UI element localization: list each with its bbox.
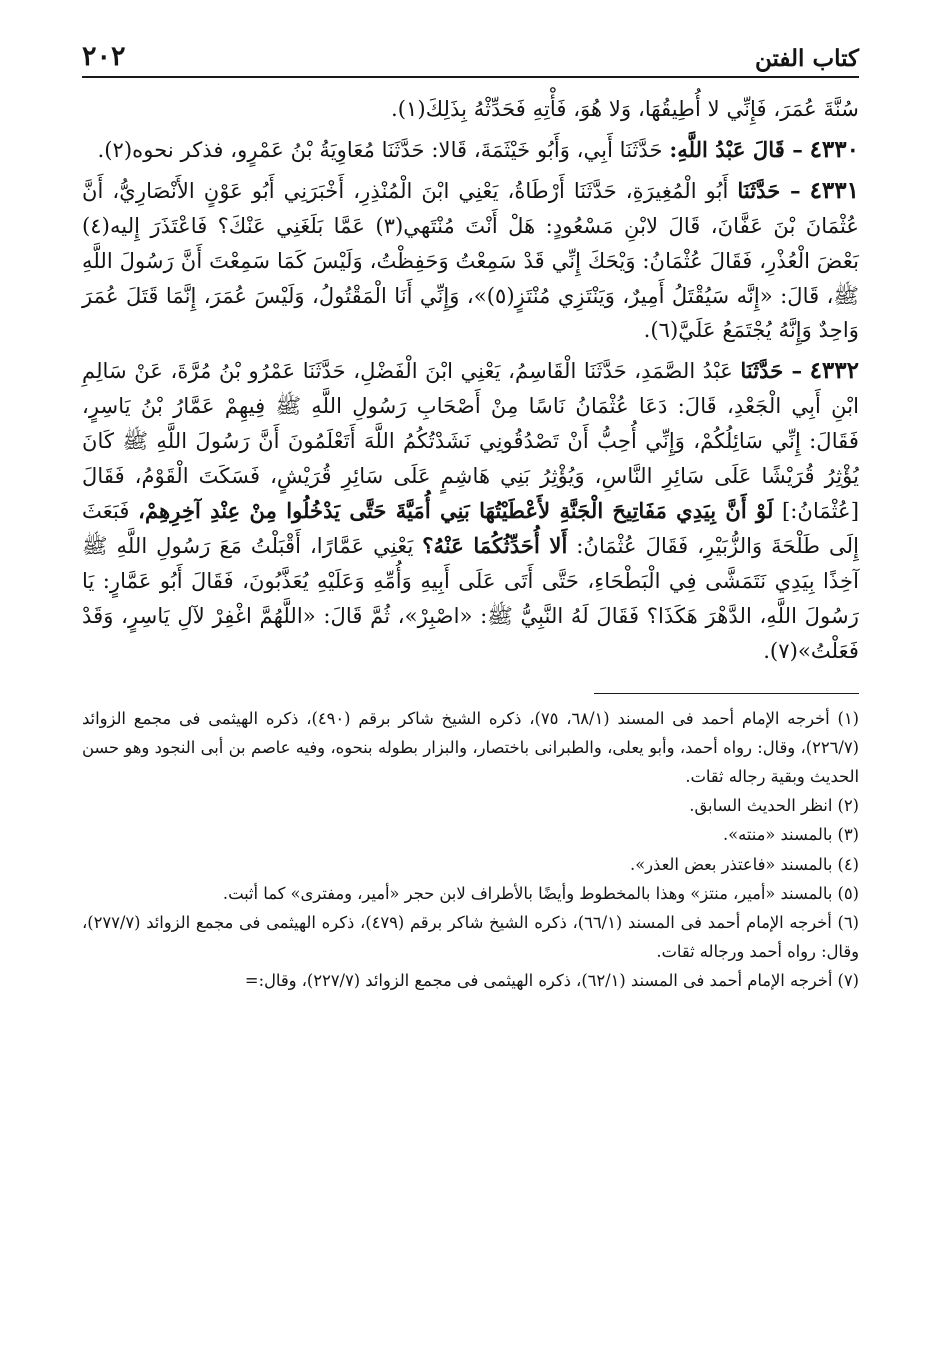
hadith-text-bold2: أَلا أُحَدِّثُكُمَا عَنْهُ؟ — [422, 532, 568, 558]
hadith-4331: ٤٣٣١ – حَدَّثَنَا أَبُو الْمُغِيرَةِ، حَدَّثَنَا أَرْطَاةُ، يَعْنِي ابْنَ الْمُنْذِرِ، أَخْبَرَنِي أَبُو عَوْنٍ الأَنْصَارِيُّ، أَنَّ عُثْمَانَ بْنَ عَفَّانَ، قَالَ لابْنِ مَسْعُودٍ: هَلْ أَنْتَ مُنْتَهي(٣) عَمَّا بَلَغَنِي عَنْكَ؟ فَاعْتَذَرَ إِليه(٤) بَعْضَ الْعُذْرِ، فَقَالَ عُثْمَانُ: وَيْحَكَ إِنِّي قَدْ سَمِعْتُ وَحَفِظْتُ، وَلَيْسَ كَمَا سَمِعْتَ أَنَّ رَسُولَ اللَّهِ ﷺ، قَالَ: «إِنَّه سَيُقْتَلُ أَمِيرٌ، وَيَنْتَزِي مُنْتَزٍ(٥)»، وَإِنِّي أَنَا الْمَقْتُولُ، وَلَيْسَ عُمَرَ، إِنَّمَا قَتَلَ عُمَرَ وَاحِدٌ وَإِنَّهُ يُجْتَمَعُ عَلَيَّ(٦). — [82, 176, 859, 343]
footnote-1: (١) أخرجه الإمام أحمد فى المسند (٦٨/١، ٧٥)، ذكره الشيخ شاكر برقم (٤٩٠)، ذكره الهيثمى فى مجمع الزوائد (٢٢٦/٧)، وقال: رواه أحمد، وأبو يعلى، والطبرانى باختصار، والبزار بطوله بنحوه، وفيه عاصم بن أبى النجود وهو حسن الحديث وبقية رجاله ثقات. — [82, 708, 859, 786]
hadith-number: ٤٣٣١ — [809, 176, 859, 204]
main-text — [82, 92, 859, 669]
continuation-text: سُنَّةَ عُمَرَ، فَإِنِّي لا أُطِيقُهَا، وَلا هُوَ، فَأْتِهِ فَحَدِّثْهُ بِذَلِكَ(١). — [391, 96, 859, 121]
hadith-number: ٤٣٣٠ — [809, 135, 859, 163]
hadith-text: أَبُو الْمُغِيرَةِ، حَدَّثَنَا أَرْطَاةُ، يَعْنِي ابْنَ الْمُنْذِرِ، أَخْبَرَنِي أَبُو عَوْنٍ الأَنْصَارِيُّ، أَنَّ عُثْمَانَ بْنَ عَفَّانَ، قَالَ لابْنِ مَسْعُودٍ: هَلْ أَنْتَ مُنْتَهي(٣) عَمَّا بَلَغَنِي عَنْكَ؟ فَاعْتَذَرَ إِليه(٤) بَعْضَ الْعُذْرِ، فَقَالَ عُثْمَانُ: وَيْحَكَ إِنِّي قَدْ سَمِعْتُ وَحَفِظْتُ، وَلَيْسَ كَمَا سَمِعْتَ أَنَّ رَسُولَ اللَّهِ ﷺ، قَالَ: «إِنَّه سَيُقْتَلُ أَمِيرٌ، وَيَنْتَزِي مُنْتَزٍ(٥)»، وَإِنِّي أَنَا الْمَقْتُولُ، وَلَيْسَ عُمَرَ، إِنَّمَا قَتَلَ عُمَرَ وَاحِدٌ وَإِنَّهُ يُجْتَمَعُ عَلَيَّ(٦). — [82, 177, 859, 343]
paragraph-continuation — [82, 92, 859, 127]
footnote-5: (٥) بالمسند «أمير، منتز» وهذا بالمخطوط وأيضًا بالأطراف لابن حجر «أمير، ومفترى» كما أثبت. — [222, 883, 859, 903]
footnote-2: (٢) انظر الحديث السابق. — [689, 796, 859, 816]
hadith-text-bold: لَوْ أَنَّ بِيَدِي مَفَاتِيحَ الْجَنَّةِ لأَعْطَيْتُهَا بَنِي أُمَيَّةَ حَتَّى يَدْخُلُوا مِنْ عِنْدِ آخِرِهِمْ، — [138, 497, 774, 523]
hadith-number: ٤٣٣٢ — [809, 357, 859, 385]
hadith-text-b: فَبَعَثَ إِلَى طَلْحَةَ وَالزُّبَيْرِ، فَقَالَ عُثْمَانُ: — [82, 497, 859, 558]
footnotes — [82, 704, 859, 996]
hadith-text-c: يَعْنِي عَمَّارًا، أَقْبَلْتُ مَعَ رَسُولِ اللَّهِ ﷺ آخِذًا بِيَدِي نَتَمَشَّى فِي الْبَطْحَاءِ، حَتَّى أَتَى عَلَى أَبِيهِ وَأُمِّهِ وَعَلَيْهِ يُعَذَّبُونَ، فَقَالَ أَبُو عَمَّارٍ: يَا رَسُولَ اللَّهِ، الدَّهْرَ هَكَذَا؟ فَقَالَ لَهُ النَّبِيُّ ﷺ: «اصْبِرْ»، ثُمَّ قَالَ: «اللَّهُمَّ اغْفِرْ لآلِ يَاسِرٍ، وَقَدْ فَعَلْتُ»(٧). — [82, 532, 859, 663]
hadith-text: حَدَّثَنَا أَبِي، وَأَبُو خَيْثَمَةَ، قَالا: حَدَّثَنَا مُعَاوِيَةُ بْنُ عَمْرٍو، فذكر نحوه(٢). — [97, 136, 663, 162]
footnote-4: (٤) بالمسند «فاعتذر بعض العذر». — [630, 854, 859, 874]
footnote-3: (٣) بالمسند «منته». — [722, 825, 859, 845]
book-page — [82, 34, 859, 1334]
footnote-7: (٧) أخرجه الإمام أحمد فى المسند (٦٢/١)، ذكره الهيثمى فى مجمع الزوائد (٢٢٧/٧)، وقال:= — [244, 971, 859, 991]
page-number: ٢٠٢ — [82, 41, 126, 72]
hadith-lead: حَدَّثَنَا — [740, 358, 784, 384]
chapter-title: كتاب الفتن — [754, 45, 859, 72]
page-header — [82, 34, 859, 78]
hadith-lead: حَدَّثَنَا — [737, 177, 781, 203]
hadith-lead: قَالَ عَبْدُ اللَّهِ: — [669, 136, 785, 162]
hadith-text-a: عَبْدُ الصَّمَدِ، حَدَّثَنَا الْقَاسِمُ، يَعْنِي ابْنَ الْفَضْلِ، حَدَّثَنَا عَمْرُو بْنُ مُرَّةَ، عَنْ سَالِمِ ابْنِ أَبِي الْجَعْدِ، قَالَ: دَعَا عُثْمَانُ نَاسًا مِنْ أَصْحَابِ رَسُولِ اللَّهِ ﷺ فِيهِمْ عَمَّارُ بْنُ يَاسِرٍ، فَقَالَ: إِنِّي سَائِلُكُمْ، وَإِنِّي أُحِبُّ أَنْ تَصْدُقُونِي نَشَدْتُكُمُ اللَّهَ أَتَعْلَمُونَ أَنَّ رَسُولَ اللَّهِ ﷺ كَانَ يُؤْثِرُ قُرَيْشًا عَلَى سَائِرِ النَّاسِ، وَيُؤْثِرُ بَنِي هَاشِمٍ عَلَى سَائِرِ قُرَيْشٍ، فَسَكَتَ الْقَوْمُ، فَقَالَ [عُثْمَانُ:] — [82, 358, 859, 523]
hadith-4332: ٤٣٣٢ – حَدَّثَنَا عَبْدُ الصَّمَدِ، حَدَّثَنَا الْقَاسِمُ، يَعْنِي ابْنَ الْفَضْلِ، حَدَّثَنَا عَمْرُو بْنُ مُرَّةَ، عَنْ سَالِمِ ابْنِ أَبِي الْجَعْدِ، قَالَ: دَعَا عُثْمَانُ نَاسًا مِنْ أَصْحَابِ رَسُولِ اللَّهِ ﷺ فِيهِمْ عَمَّارُ بْنُ يَاسِرٍ، فَقَالَ: إِنِّي سَائِلُكُمْ، وَإِنِّي أُحِبُّ أَنْ تَصْدُقُونِي نَشَدْتُكُمُ اللَّهَ أَتَعْلَمُونَ أَنَّ رَسُولَ اللَّهِ ﷺ كَانَ يُؤْثِرُ قُرَيْشًا عَلَى سَائِرِ النَّاسِ، وَيُؤْثِرُ بَنِي هَاشِمٍ عَلَى سَائِرِ قُرَيْشٍ، فَسَكَتَ الْقَوْمُ، فَقَالَ [عُثْمَانُ:] لَوْ أَنَّ بِيَدِي مَفَاتِيحَ الْجَنَّةِ لأَعْطَيْتُهَا بَنِي أُمَيَّةَ حَتَّى يَدْخُلُوا مِنْ عِنْدِ آخِرِهِمْ، فَبَعَثَ إِلَى طَلْحَةَ وَالزُّبَيْرِ، فَقَالَ عُثْمَانُ: أَلا أُحَدِّثُكُمَا عَنْهُ؟ يَعْنِي عَمَّارًا، أَقْبَلْتُ مَعَ رَسُولِ اللَّهِ ﷺ آخِذًا بِيَدِي نَتَمَشَّى فِي الْبَطْحَاءِ، حَتَّى أَتَى عَلَى أَبِيهِ وَأُمِّهِ وَعَلَيْهِ يُعَذَّبُونَ، فَقَالَ أَبُو عَمَّارٍ: يَا رَسُولَ اللَّهِ، الدَّهْرَ هَكَذَا؟ فَقَالَ لَهُ النَّبِيُّ ﷺ: «اصْبِرْ»، ثُمَّ قَالَ: «اللَّهُمَّ اغْفِرْ لآلِ يَاسِرٍ، وَقَدْ فَعَلْتُ»(٧). — [82, 357, 859, 663]
footnote-divider — [594, 693, 859, 694]
footnote-6: (٦) أخرجه الإمام أحمد فى المسند (٦٦/١)، ذكره الشيخ شاكر برقم (٤٧٩)، ذكره الهيثمى فى مجمع الزوائد (٢٧٧/٧)، وقال: رواه أحمد ورجاله ثقات. — [82, 912, 859, 962]
hadith-4330: ٤٣٣٠ – قَالَ عَبْدُ اللَّهِ: حَدَّثَنَا أَبِي، وَأَبُو خَيْثَمَةَ، قَالا: حَدَّثَنَا مُعَاوِيَةُ بْنُ عَمْرٍو، فذكر نحوه(٢). — [97, 135, 859, 163]
